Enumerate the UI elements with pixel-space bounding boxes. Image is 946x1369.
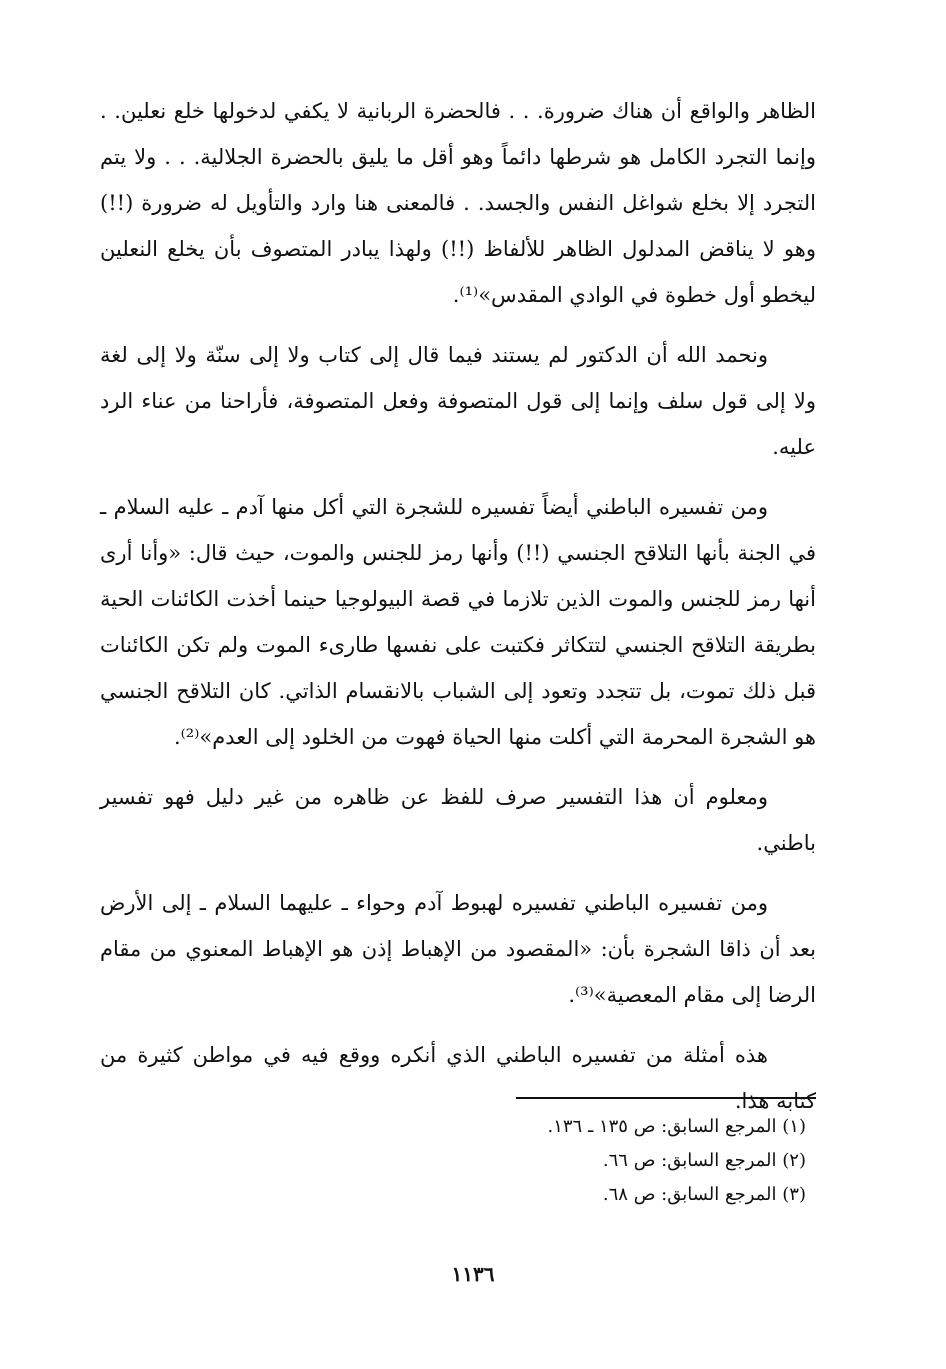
footnotes [306,1110,806,1212]
paragraph-known-interpretation: ومعلوم أن هذا التفسير صرف للفظ عن ظاهره من غير دليل فهو تفسير باطني. [100,785,816,855]
paragraph-descent-interpretation: ومن تفسيره الباطني تفسيره لهبوط آدم وحواء ـ عليهما السلام ـ إلى الأرض بعد أن ذاقا الشجرة بأن: «المقصود من الإهباط إذن هو الإهباط المعنوي من مقام الرضا إلى مقام المعصية»⁽³⁾. [100,891,816,1007]
footnote-separator [516,1097,816,1099]
footnote-2: (٢) المرجع السابق: ص ٦٦. [602,1150,806,1171]
paragraph-examples-summary: هذه أمثلة من تفسيره الباطني الذي أنكره ووقع فيه في مواطن كثيرة من كتابه هذا. [100,1043,816,1113]
page-body [100,88,816,1138]
footnote-3: (٣) المرجع السابق: ص ٦٨. [602,1184,806,1205]
paragraph-quote-continuation: الظاهر والواقع أن هناك ضرورة. . . فالحضرة الربانية لا يكفي لدخولها خلع نعلين. . وإنما التجرد الكامل هو شرطها دائماً وهو أقل ما يليق بالحضرة الجلالية. . . ولا يتم التجرد إلا بخلع شواغل النفس والجسد. . فالمعنى هنا وارد والتأويل له ضرورة (!!) وهو لا يناقض المدلول الظاهر للألفاظ (!!) ولهذا يبادر المتصوف بأن يخلع النعلين ليخطو أول خطوة في الوادي المقدس»⁽¹⁾. [100,99,816,307]
page-number: ١١٣٦ [451,1262,495,1286]
paragraph-tree-interpretation: ومن تفسيره الباطني أيضاً تفسيره للشجرة التي أكل منها آدم ـ عليه السلام ـ في الجنة بأنها التلاقح الجنسي (!!) وأنها رمز للجنس والموت، حيث قال: «وأنا أرى أنها رمز للجنس والموت الذين تلازما في قصة البيولوجيا حينما أخذت الكائنات الحية بطريقة التلاقح الجنسي لتتكاثر فكتبت على نفسها طارىء الموت ولم تكن الكائنات قبل ذلك تموت، بل تتجدد وتعود إلى الشباب بالانقسام الذاتي. كان التلاقح الجنسي هو الشجرة المحرمة التي أكلت منها الحياة فهوت من الخلود إلى العدم»⁽²⁾. [100,495,816,749]
footnote-1: (١) المرجع السابق: ص ١٣٥ ـ ١٣٦. [547,1116,806,1137]
paragraph-praise: ونحمد الله أن الدكتور لم يستند فيما قال إلى كتاب ولا إلى سنّة ولا إلى لغة ولا إلى قول سلف وإنما إلى قول المتصوفة وفعل المتصوفة، فأراحنا من عناء الرد عليه. [100,343,816,459]
